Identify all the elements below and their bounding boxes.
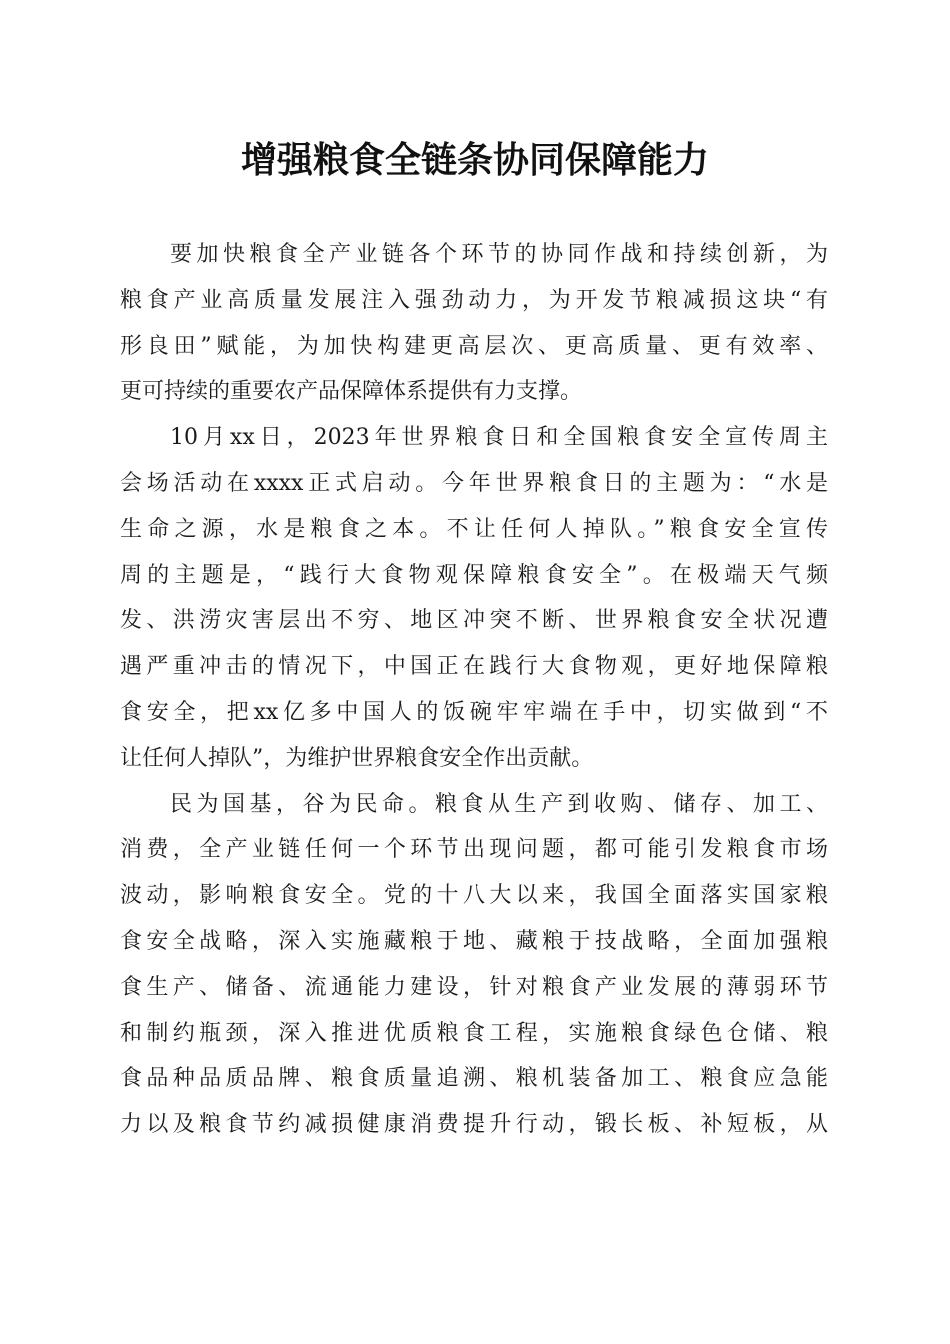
text-line: 形良田”赋能，为加快构建更高层次、更高质量、更有效率、 [120,333,828,359]
text-line: 生命之源，水是粮食之本。不让任何人掉队。”粮食安全宣传 [120,516,828,542]
text-line: 遇严重冲击的情况下，中国正在践行大食物观，更好地保障粮 [120,654,828,680]
page-title: 增强粮食全链条协同保障能力 [240,139,709,181]
text-line: 发、洪涝灾害层出不穷、地区冲突不断、世界粮食安全状况遭 [120,608,828,634]
document-body [120,232,828,1148]
text-line: 食生产、储备、流通能力建设，针对粮食产业发展的薄弱环节 [120,974,828,1000]
text-line: 10月xx日，2023年世界粮食日和全国粮食安全宣传周主 [170,425,828,451]
paragraph-3 [120,782,828,1148]
paragraph-2 [120,415,828,781]
text-line: 食安全，把xx亿多中国人的饭碗牢牢端在手中，切实做到“不 [120,699,828,725]
text-line: 食品种品质品牌、粮食质量追溯、粮机装备加工、粮食应急能 [120,1066,828,1092]
text-line: 更可持续的重要农产品保障体系提供有力支撑。 [120,379,583,405]
text-line: 波动，影响粮食安全。党的十八大以来，我国全面落实国家粮 [120,883,828,909]
text-line: 消费，全产业链任何一个环节出现问题，都可能引发粮食市场 [120,837,828,863]
paragraph-1 [120,232,828,415]
text-line: 周的主题是，“践行大食物观保障粮食安全”。在极端天气频 [120,562,828,588]
text-line: 食安全战略，深入实施藏粮于地、藏粮于技战略，全面加强粮 [120,928,828,954]
text-line: 力以及粮食节约减损健康消费提升行动，锻长板、补短板，从 [120,1112,828,1138]
text-line: 粮食产业高质量发展注入强劲动力，为开发节粮减损这块“有 [120,287,828,313]
text-line: 民为国基，谷为民命。粮食从生产到收购、储存、加工、 [170,791,828,817]
text-line: 让任何人掉队”，为维护世界粮食安全作出贡献。 [120,745,594,771]
text-line: 要加快粮食全产业链各个环节的协同作战和持续创新，为 [170,242,828,267]
text-line: 会场活动在xxxx正式启动。今年世界粮食日的主题为：“水是 [120,470,828,496]
text-line: 和制约瓶颈，深入推进优质粮食工程，实施粮食绿色仓储、粮 [120,1020,828,1046]
